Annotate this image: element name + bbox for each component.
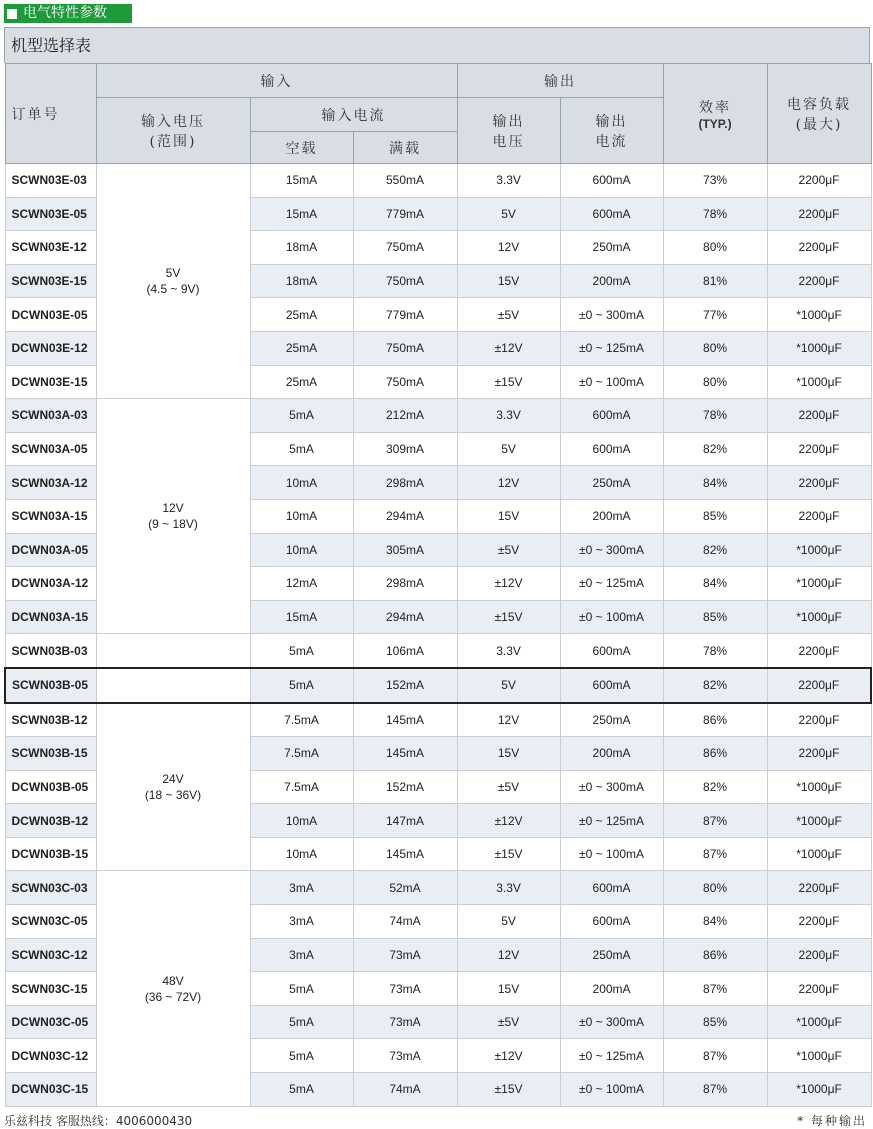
full-load-cell: 750mA <box>353 331 457 365</box>
output-voltage-cell: 3.3V <box>457 871 560 905</box>
efficiency-cell: 78% <box>663 399 767 433</box>
output-current-cell: ±0 ~ 100mA <box>560 600 663 634</box>
model-cell: DCWN03A-15 <box>5 600 96 634</box>
footer-note: * 每种输出 <box>797 1114 867 1128</box>
table-row <box>5 703 871 737</box>
output-voltage-cell: ±15V <box>457 837 560 871</box>
no-load-cell: 5mA <box>250 972 353 1006</box>
table-row <box>5 634 871 668</box>
efficiency-cell: 82% <box>663 533 767 567</box>
model-cell: SCWN03C-05 <box>5 905 96 939</box>
no-load-cell: 5mA <box>250 399 353 433</box>
full-load-cell: 294mA <box>353 600 457 634</box>
efficiency-cell: 78% <box>663 634 767 668</box>
full-load-cell: 779mA <box>353 197 457 231</box>
header-efficiency-sub: (TYP.) <box>698 116 732 131</box>
output-current-cell: 600mA <box>560 164 663 198</box>
no-load-cell: 25mA <box>250 331 353 365</box>
input-voltage-value: 24V <box>162 771 184 786</box>
cap-load-cell: 2200μF <box>767 432 871 466</box>
header-input-current: 输入电流 <box>250 98 457 132</box>
output-voltage-cell: ±15V <box>457 365 560 399</box>
output-voltage-cell: 5V <box>457 668 560 703</box>
no-load-cell: 5mA <box>250 668 353 703</box>
output-voltage-cell: 3.3V <box>457 634 560 668</box>
header-cap-load <box>767 64 871 164</box>
cap-load-cell: *1000μF <box>767 770 871 804</box>
input-voltage-cell <box>96 668 250 703</box>
model-cell: DCWN03E-15 <box>5 365 96 399</box>
header-output-voltage-1: 输出 <box>492 113 525 130</box>
output-voltage-cell: 5V <box>457 197 560 231</box>
output-current-cell: 250mA <box>560 466 663 500</box>
output-current-cell: 600mA <box>560 197 663 231</box>
input-voltage-value: 12V <box>162 501 184 516</box>
output-current-cell: ±0 ~ 125mA <box>560 567 663 601</box>
output-current-cell: 600mA <box>560 668 663 703</box>
output-current-cell: 250mA <box>560 703 663 737</box>
output-current-cell: 250mA <box>560 938 663 972</box>
full-load-cell: 750mA <box>353 365 457 399</box>
output-current-cell: ±0 ~ 100mA <box>560 365 663 399</box>
model-cell: SCWN03A-15 <box>5 499 96 533</box>
output-voltage-cell: ±5V <box>457 770 560 804</box>
model-cell: SCWN03E-03 <box>5 164 96 198</box>
full-load-cell: 73mA <box>353 972 457 1006</box>
output-current-cell: 200mA <box>560 264 663 298</box>
footer-hotline: 乐兹科技 客服热线：4006000430 <box>4 1114 193 1128</box>
header-output-current-1: 输出 <box>595 113 628 130</box>
model-cell: SCWN03E-05 <box>5 197 96 231</box>
no-load-cell: 10mA <box>250 466 353 500</box>
header-input: 输入 <box>96 64 457 98</box>
efficiency-cell: 80% <box>663 365 767 399</box>
header-efficiency-label: 效率 <box>699 99 732 116</box>
efficiency-cell: 81% <box>663 264 767 298</box>
output-current-cell: 200mA <box>560 972 663 1006</box>
cap-load-cell: *1000μF <box>767 567 871 601</box>
model-cell: DCWN03C-15 <box>5 1073 96 1107</box>
full-load-cell: 52mA <box>353 871 457 905</box>
efficiency-cell: 80% <box>663 871 767 905</box>
no-load-cell: 12mA <box>250 567 353 601</box>
full-load-cell: 309mA <box>353 432 457 466</box>
no-load-cell: 15mA <box>250 197 353 231</box>
input-voltage-range: (9 ~ 18V) <box>148 517 198 532</box>
efficiency-cell: 78% <box>663 197 767 231</box>
table-row <box>5 164 871 198</box>
input-voltage-cell <box>96 871 250 1106</box>
output-voltage-cell: ±12V <box>457 567 560 601</box>
efficiency-cell: 87% <box>663 837 767 871</box>
output-voltage-cell: ±12V <box>457 1039 560 1073</box>
output-current-cell: ±0 ~ 100mA <box>560 1073 663 1107</box>
efficiency-cell: 85% <box>663 600 767 634</box>
full-load-cell: 74mA <box>353 905 457 939</box>
header-output-current <box>560 98 663 164</box>
model-cell: SCWN03B-12 <box>5 703 96 737</box>
efficiency-cell: 82% <box>663 770 767 804</box>
cap-load-cell: *1000μF <box>767 600 871 634</box>
full-load-cell: 550mA <box>353 164 457 198</box>
input-voltage-value: 48V <box>162 973 184 988</box>
model-cell: DCWN03C-12 <box>5 1039 96 1073</box>
full-load-cell: 145mA <box>353 737 457 771</box>
cap-load-cell: 2200μF <box>767 399 871 433</box>
cap-load-cell: *1000μF <box>767 837 871 871</box>
no-load-cell: 10mA <box>250 804 353 838</box>
cap-load-cell: 2200μF <box>767 703 871 737</box>
input-voltage-cell <box>96 703 250 871</box>
output-voltage-cell: 3.3V <box>457 164 560 198</box>
output-voltage-cell: ±5V <box>457 298 560 332</box>
no-load-cell: 10mA <box>250 499 353 533</box>
square-icon <box>7 9 17 19</box>
output-voltage-cell: 12V <box>457 938 560 972</box>
efficiency-cell: 86% <box>663 737 767 771</box>
cap-load-cell: 2200μF <box>767 164 871 198</box>
efficiency-cell: 87% <box>663 804 767 838</box>
output-current-cell: 200mA <box>560 499 663 533</box>
header-order-no: 订单号 <box>5 64 96 164</box>
full-load-cell: 145mA <box>353 837 457 871</box>
model-cell: DCWN03A-05 <box>5 533 96 567</box>
efficiency-cell: 85% <box>663 499 767 533</box>
header-input-voltage <box>96 98 250 164</box>
cap-load-cell: 2200μF <box>767 938 871 972</box>
output-current-cell: 200mA <box>560 737 663 771</box>
header-output-voltage <box>457 98 560 164</box>
cap-load-cell: 2200μF <box>767 197 871 231</box>
no-load-cell: 15mA <box>250 164 353 198</box>
output-current-cell: ±0 ~ 300mA <box>560 770 663 804</box>
header-no-load: 空载 <box>250 132 353 164</box>
header-input-voltage-sub: (范围) <box>149 133 197 150</box>
full-load-cell: 305mA <box>353 533 457 567</box>
efficiency-cell: 86% <box>663 938 767 972</box>
no-load-cell: 5mA <box>250 1039 353 1073</box>
cap-load-cell: 2200μF <box>767 466 871 500</box>
output-current-cell: 600mA <box>560 905 663 939</box>
header-cap-load-label: 电容负载 <box>787 96 852 113</box>
model-cell: SCWN03B-15 <box>5 737 96 771</box>
full-load-cell: 152mA <box>353 770 457 804</box>
no-load-cell: 5mA <box>250 634 353 668</box>
model-cell: DCWN03E-12 <box>5 331 96 365</box>
table-title: 机型选择表 <box>4 27 870 63</box>
model-cell: DCWN03B-15 <box>5 837 96 871</box>
full-load-cell: 147mA <box>353 804 457 838</box>
efficiency-cell: 80% <box>663 331 767 365</box>
section-title <box>4 4 132 23</box>
full-load-cell: 73mA <box>353 1039 457 1073</box>
cap-load-cell: *1000μF <box>767 1073 871 1107</box>
full-load-cell: 145mA <box>353 703 457 737</box>
table-row <box>5 668 871 703</box>
no-load-cell: 15mA <box>250 600 353 634</box>
model-cell: DCWN03A-12 <box>5 567 96 601</box>
model-cell: SCWN03A-03 <box>5 399 96 433</box>
output-current-cell: 600mA <box>560 399 663 433</box>
cap-load-cell: 2200μF <box>767 871 871 905</box>
no-load-cell: 5mA <box>250 1073 353 1107</box>
full-load-cell: 74mA <box>353 1073 457 1107</box>
table-row <box>5 399 871 433</box>
cap-load-cell: 2200μF <box>767 231 871 265</box>
input-voltage-cell <box>96 634 250 668</box>
output-current-cell: ±0 ~ 300mA <box>560 1005 663 1039</box>
header-output: 输出 <box>457 64 663 98</box>
efficiency-cell: 85% <box>663 1005 767 1039</box>
no-load-cell: 3mA <box>250 905 353 939</box>
output-current-cell: ±0 ~ 125mA <box>560 1039 663 1073</box>
efficiency-cell: 87% <box>663 972 767 1006</box>
output-current-cell: ±0 ~ 100mA <box>560 837 663 871</box>
full-load-cell: 152mA <box>353 668 457 703</box>
cap-load-cell: 2200μF <box>767 905 871 939</box>
input-voltage-cell <box>96 399 250 634</box>
cap-load-cell: 2200μF <box>767 668 871 703</box>
header-output-voltage-2: 电压 <box>492 133 525 150</box>
output-current-cell: ±0 ~ 300mA <box>560 298 663 332</box>
efficiency-cell: 73% <box>663 164 767 198</box>
output-current-cell: ±0 ~ 125mA <box>560 331 663 365</box>
output-voltage-cell: 12V <box>457 466 560 500</box>
input-voltage-cell <box>96 164 250 399</box>
header-full-load: 满载 <box>353 132 457 164</box>
full-load-cell: 73mA <box>353 938 457 972</box>
output-voltage-cell: 12V <box>457 231 560 265</box>
cap-load-cell: 2200μF <box>767 634 871 668</box>
output-current-cell: 600mA <box>560 432 663 466</box>
no-load-cell: 10mA <box>250 533 353 567</box>
no-load-cell: 5mA <box>250 432 353 466</box>
full-load-cell: 750mA <box>353 231 457 265</box>
header-cap-load-sub: (最大) <box>795 116 843 133</box>
efficiency-cell: 84% <box>663 905 767 939</box>
model-selection-table <box>4 27 870 1107</box>
no-load-cell: 3mA <box>250 938 353 972</box>
header-output-current-2: 电流 <box>595 133 628 150</box>
output-voltage-cell: ±12V <box>457 331 560 365</box>
no-load-cell: 25mA <box>250 298 353 332</box>
cap-load-cell: *1000μF <box>767 298 871 332</box>
cap-load-cell: 2200μF <box>767 972 871 1006</box>
full-load-cell: 750mA <box>353 264 457 298</box>
model-cell: SCWN03A-05 <box>5 432 96 466</box>
output-voltage-cell: 15V <box>457 264 560 298</box>
input-voltage-range: (18 ~ 36V) <box>144 787 202 802</box>
model-cell: SCWN03B-05 <box>5 668 96 703</box>
model-cell: SCWN03B-03 <box>5 634 96 668</box>
input-voltage-value: 5V <box>165 266 181 281</box>
model-cell: SCWN03C-03 <box>5 871 96 905</box>
no-load-cell: 3mA <box>250 871 353 905</box>
output-voltage-cell: 3.3V <box>457 399 560 433</box>
no-load-cell: 25mA <box>250 365 353 399</box>
full-load-cell: 298mA <box>353 466 457 500</box>
cap-load-cell: *1000μF <box>767 1005 871 1039</box>
no-load-cell: 7.5mA <box>250 737 353 771</box>
output-voltage-cell: 5V <box>457 432 560 466</box>
model-cell: SCWN03C-15 <box>5 972 96 1006</box>
no-load-cell: 10mA <box>250 837 353 871</box>
cap-load-cell: 2200μF <box>767 737 871 771</box>
output-voltage-cell: ±15V <box>457 1073 560 1107</box>
input-voltage-range: (4.5 ~ 9V) <box>146 282 200 297</box>
output-current-cell: 600mA <box>560 871 663 905</box>
table-body <box>5 164 871 1107</box>
model-cell: SCWN03C-12 <box>5 938 96 972</box>
efficiency-cell: 82% <box>663 432 767 466</box>
full-load-cell: 106mA <box>353 634 457 668</box>
output-voltage-cell: 5V <box>457 905 560 939</box>
spec-table <box>4 63 872 1107</box>
output-voltage-cell: 15V <box>457 972 560 1006</box>
full-load-cell: 298mA <box>353 567 457 601</box>
input-voltage-range: (36 ~ 72V) <box>144 989 202 1004</box>
output-current-cell: ±0 ~ 125mA <box>560 804 663 838</box>
model-cell: SCWN03E-12 <box>5 231 96 265</box>
header-input-voltage-label: 输入电压 <box>141 113 205 130</box>
output-voltage-cell: ±15V <box>457 600 560 634</box>
model-cell: DCWN03B-12 <box>5 804 96 838</box>
efficiency-cell: 84% <box>663 567 767 601</box>
no-load-cell: 5mA <box>250 1005 353 1039</box>
table-row <box>5 871 871 905</box>
model-cell: SCWN03A-12 <box>5 466 96 500</box>
cap-load-cell: 2200μF <box>767 264 871 298</box>
efficiency-cell: 82% <box>663 668 767 703</box>
cap-load-cell: *1000μF <box>767 365 871 399</box>
efficiency-cell: 87% <box>663 1039 767 1073</box>
no-load-cell: 7.5mA <box>250 770 353 804</box>
cap-load-cell: *1000μF <box>767 533 871 567</box>
section-title-text: 电气特性参数 <box>23 5 107 21</box>
output-voltage-cell: 15V <box>457 737 560 771</box>
output-current-cell: ±0 ~ 300mA <box>560 533 663 567</box>
full-load-cell: 212mA <box>353 399 457 433</box>
cap-load-cell: *1000μF <box>767 331 871 365</box>
header-efficiency <box>663 64 767 164</box>
output-current-cell: 250mA <box>560 231 663 265</box>
full-load-cell: 779mA <box>353 298 457 332</box>
no-load-cell: 18mA <box>250 264 353 298</box>
efficiency-cell: 77% <box>663 298 767 332</box>
model-cell: DCWN03B-05 <box>5 770 96 804</box>
efficiency-cell: 86% <box>663 703 767 737</box>
full-load-cell: 294mA <box>353 499 457 533</box>
cap-load-cell: 2200μF <box>767 499 871 533</box>
no-load-cell: 7.5mA <box>250 703 353 737</box>
output-voltage-cell: ±5V <box>457 533 560 567</box>
output-voltage-cell: 15V <box>457 499 560 533</box>
no-load-cell: 18mA <box>250 231 353 265</box>
output-voltage-cell: ±5V <box>457 1005 560 1039</box>
cap-load-cell: *1000μF <box>767 1039 871 1073</box>
output-current-cell: 600mA <box>560 634 663 668</box>
efficiency-cell: 80% <box>663 231 767 265</box>
efficiency-cell: 84% <box>663 466 767 500</box>
full-load-cell: 73mA <box>353 1005 457 1039</box>
efficiency-cell: 87% <box>663 1073 767 1107</box>
output-voltage-cell: ±12V <box>457 804 560 838</box>
model-cell: SCWN03E-15 <box>5 264 96 298</box>
cap-load-cell: *1000μF <box>767 804 871 838</box>
output-voltage-cell: 12V <box>457 703 560 737</box>
model-cell: DCWN03C-05 <box>5 1005 96 1039</box>
model-cell: DCWN03E-05 <box>5 298 96 332</box>
